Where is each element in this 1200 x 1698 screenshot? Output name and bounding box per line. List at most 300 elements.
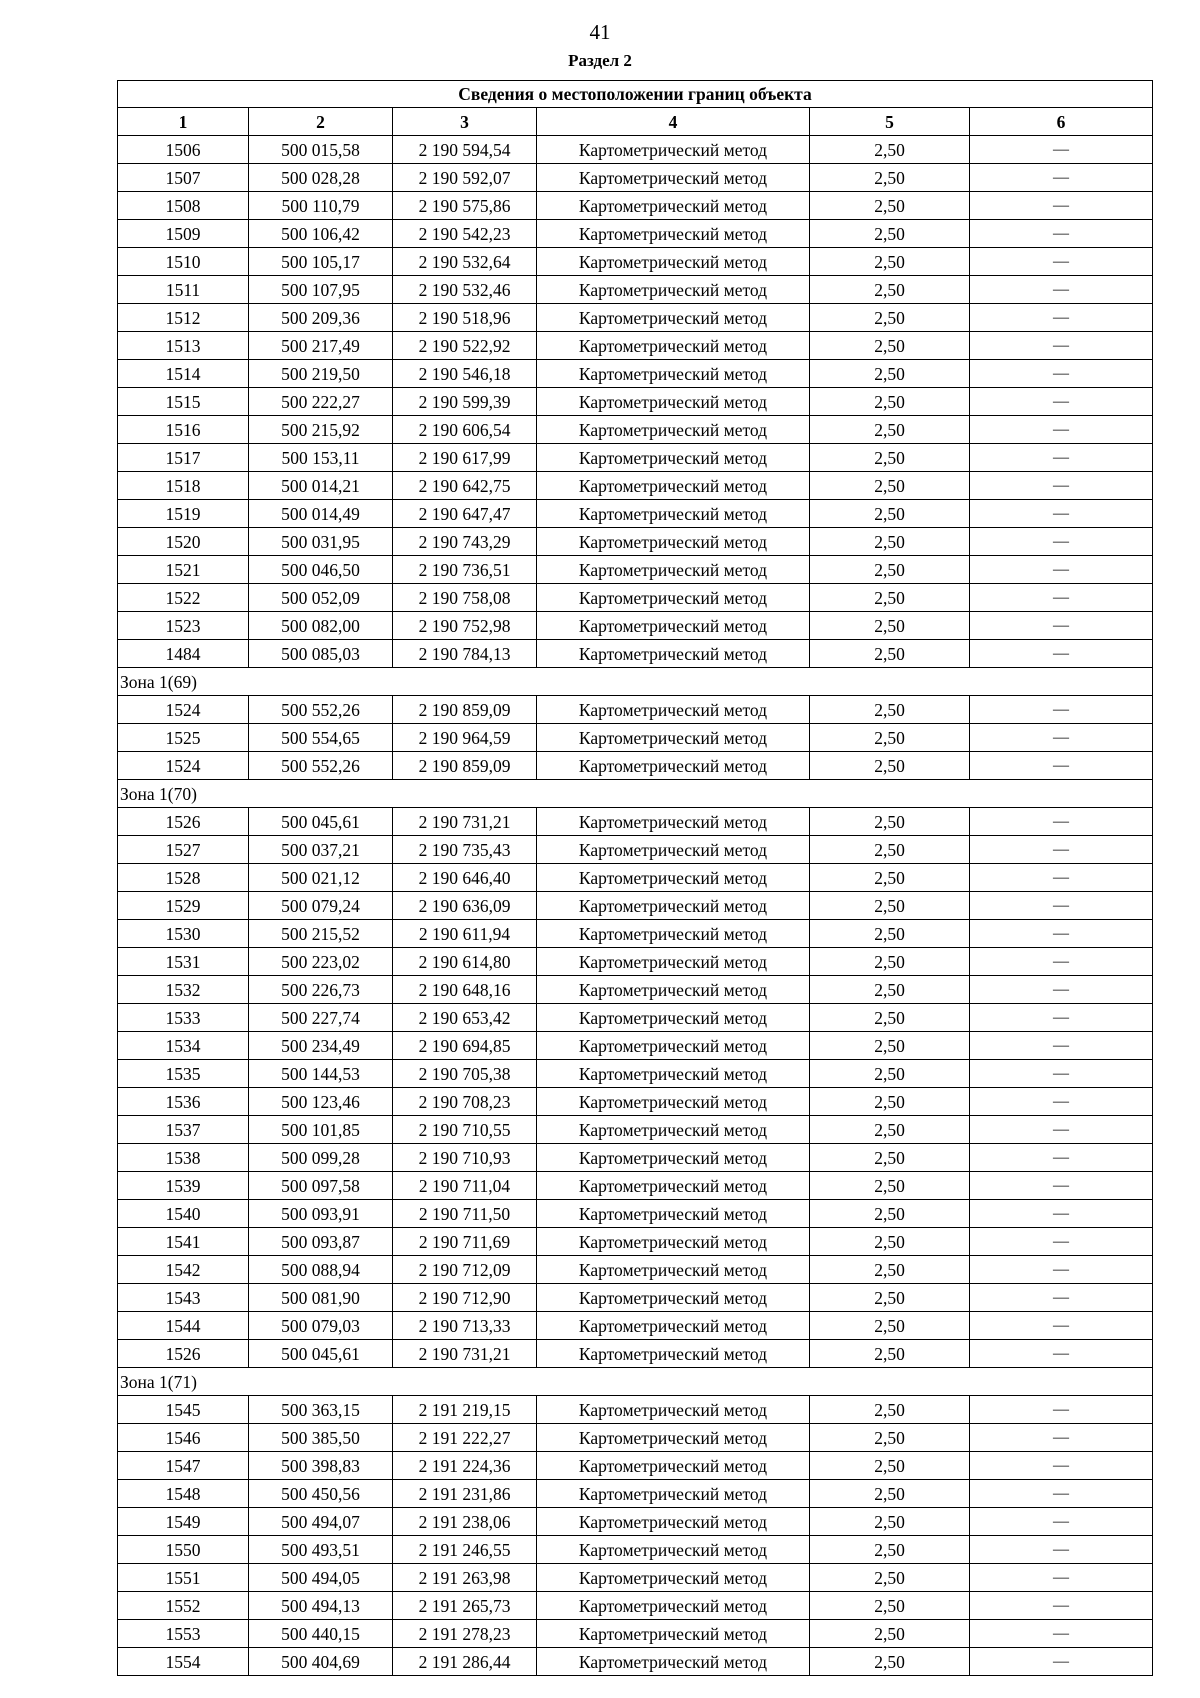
accuracy-cell: 2,50 xyxy=(810,1144,970,1172)
table-row xyxy=(118,1592,1153,1620)
table-row xyxy=(118,724,1153,752)
accuracy-cell: 2,50 xyxy=(810,1452,970,1480)
accuracy-cell: 2,50 xyxy=(810,1620,970,1648)
point-number-cell: 1541 xyxy=(118,1228,249,1256)
method-cell: Картометрический метод xyxy=(537,836,810,864)
method-cell: Картометрический метод xyxy=(537,1564,810,1592)
method-cell: Картометрический метод xyxy=(537,584,810,612)
table-row xyxy=(118,1004,1153,1032)
accuracy-cell: 2,50 xyxy=(810,360,970,388)
zone-header-row xyxy=(118,780,1153,808)
description-cell: — xyxy=(970,1200,1153,1228)
point-number-cell: 1540 xyxy=(118,1200,249,1228)
table-row xyxy=(118,1256,1153,1284)
table-row xyxy=(118,472,1153,500)
y-coordinate-cell: 2 190 614,80 xyxy=(393,948,537,976)
x-coordinate-cell: 500 123,46 xyxy=(249,1088,393,1116)
description-cell: — xyxy=(970,808,1153,836)
accuracy-cell: 2,50 xyxy=(810,1088,970,1116)
x-coordinate-cell: 500 404,69 xyxy=(249,1648,393,1676)
point-number-cell: 1552 xyxy=(118,1592,249,1620)
accuracy-cell: 2,50 xyxy=(810,976,970,1004)
description-cell: — xyxy=(970,1648,1153,1676)
x-coordinate-cell: 500 215,92 xyxy=(249,416,393,444)
table-row xyxy=(118,696,1153,724)
description-cell: — xyxy=(970,836,1153,864)
point-number-cell: 1519 xyxy=(118,500,249,528)
point-number-cell: 1554 xyxy=(118,1648,249,1676)
description-cell: — xyxy=(970,976,1153,1004)
point-number-cell: 1507 xyxy=(118,164,249,192)
description-cell: — xyxy=(970,556,1153,584)
accuracy-cell: 2,50 xyxy=(810,1228,970,1256)
accuracy-cell: 2,50 xyxy=(810,1536,970,1564)
description-cell: — xyxy=(970,1620,1153,1648)
table-row xyxy=(118,1564,1153,1592)
point-number-cell: 1524 xyxy=(118,696,249,724)
table-row xyxy=(118,640,1153,668)
accuracy-cell: 2,50 xyxy=(810,276,970,304)
point-number-cell: 1530 xyxy=(118,920,249,948)
description-cell: — xyxy=(970,1172,1153,1200)
x-coordinate-cell: 500 398,83 xyxy=(249,1452,393,1480)
x-coordinate-cell: 500 144,53 xyxy=(249,1060,393,1088)
column-number: 1 xyxy=(118,108,249,136)
accuracy-cell: 2,50 xyxy=(810,416,970,444)
point-number-cell: 1517 xyxy=(118,444,249,472)
point-number-cell: 1543 xyxy=(118,1284,249,1312)
accuracy-cell: 2,50 xyxy=(810,1648,970,1676)
y-coordinate-cell: 2 190 532,64 xyxy=(393,248,537,276)
table-row xyxy=(118,248,1153,276)
method-cell: Картометрический метод xyxy=(537,1480,810,1508)
table-row xyxy=(118,276,1153,304)
y-coordinate-cell: 2 190 710,93 xyxy=(393,1144,537,1172)
table-row xyxy=(118,1228,1153,1256)
y-coordinate-cell: 2 191 265,73 xyxy=(393,1592,537,1620)
point-number-cell: 1553 xyxy=(118,1620,249,1648)
method-cell: Картометрический метод xyxy=(537,976,810,1004)
column-number: 2 xyxy=(249,108,393,136)
table-row xyxy=(118,1060,1153,1088)
point-number-cell: 1532 xyxy=(118,976,249,1004)
table-row xyxy=(118,1620,1153,1648)
x-coordinate-cell: 500 093,87 xyxy=(249,1228,393,1256)
x-coordinate-cell: 500 045,61 xyxy=(249,1340,393,1368)
method-cell: Картометрический метод xyxy=(537,1200,810,1228)
description-cell: — xyxy=(970,1088,1153,1116)
method-cell: Картометрический метод xyxy=(537,360,810,388)
section-title: Раздел 2 xyxy=(568,51,632,70)
y-coordinate-cell: 2 190 646,40 xyxy=(393,864,537,892)
description-cell: — xyxy=(970,1144,1153,1172)
accuracy-cell: 2,50 xyxy=(810,1032,970,1060)
y-coordinate-cell: 2 190 648,16 xyxy=(393,976,537,1004)
method-cell: Картометрический метод xyxy=(537,1508,810,1536)
description-cell: — xyxy=(970,500,1153,528)
y-coordinate-cell: 2 190 731,21 xyxy=(393,1340,537,1368)
point-number-cell: 1529 xyxy=(118,892,249,920)
x-coordinate-cell: 500 037,21 xyxy=(249,836,393,864)
table-row xyxy=(118,1200,1153,1228)
accuracy-cell: 2,50 xyxy=(810,556,970,584)
description-cell: — xyxy=(970,612,1153,640)
y-coordinate-cell: 2 190 859,09 xyxy=(393,752,537,780)
point-number-cell: 1539 xyxy=(118,1172,249,1200)
table-row xyxy=(118,556,1153,584)
accuracy-cell: 2,50 xyxy=(810,1060,970,1088)
point-number-cell: 1512 xyxy=(118,304,249,332)
point-number-cell: 1536 xyxy=(118,1088,249,1116)
x-coordinate-cell: 500 552,26 xyxy=(249,696,393,724)
table-row xyxy=(118,416,1153,444)
point-number-cell: 1547 xyxy=(118,1452,249,1480)
accuracy-cell: 2,50 xyxy=(810,1312,970,1340)
point-number-cell: 1528 xyxy=(118,864,249,892)
description-cell: — xyxy=(970,416,1153,444)
y-coordinate-cell: 2 190 712,90 xyxy=(393,1284,537,1312)
y-coordinate-cell: 2 190 542,23 xyxy=(393,220,537,248)
point-number-cell: 1548 xyxy=(118,1480,249,1508)
x-coordinate-cell: 500 107,95 xyxy=(249,276,393,304)
description-cell: — xyxy=(970,696,1153,724)
y-coordinate-cell: 2 190 708,23 xyxy=(393,1088,537,1116)
y-coordinate-cell: 2 190 784,13 xyxy=(393,640,537,668)
accuracy-cell: 2,50 xyxy=(810,136,970,164)
method-cell: Картометрический метод xyxy=(537,1620,810,1648)
description-cell: — xyxy=(970,724,1153,752)
method-cell: Картометрический метод xyxy=(537,1172,810,1200)
table-row xyxy=(118,360,1153,388)
description-cell: — xyxy=(970,1284,1153,1312)
column-number-row xyxy=(118,108,1153,136)
method-cell: Картометрический метод xyxy=(537,696,810,724)
x-coordinate-cell: 500 223,02 xyxy=(249,948,393,976)
method-cell: Картометрический метод xyxy=(537,1228,810,1256)
point-number-cell: 1521 xyxy=(118,556,249,584)
description-cell: — xyxy=(970,1452,1153,1480)
point-number-cell: 1518 xyxy=(118,472,249,500)
x-coordinate-cell: 500 085,03 xyxy=(249,640,393,668)
accuracy-cell: 2,50 xyxy=(810,500,970,528)
point-number-cell: 1509 xyxy=(118,220,249,248)
table-row xyxy=(118,136,1153,164)
point-number-cell: 1545 xyxy=(118,1396,249,1424)
point-number-cell: 1506 xyxy=(118,136,249,164)
method-cell: Картометрический метод xyxy=(537,948,810,976)
method-cell: Картометрический метод xyxy=(537,1592,810,1620)
table-row xyxy=(118,976,1153,1004)
table-row xyxy=(118,892,1153,920)
accuracy-cell: 2,50 xyxy=(810,1396,970,1424)
x-coordinate-cell: 500 106,42 xyxy=(249,220,393,248)
table-row xyxy=(118,1340,1153,1368)
x-coordinate-cell: 500 081,90 xyxy=(249,1284,393,1312)
accuracy-cell: 2,50 xyxy=(810,1480,970,1508)
description-cell: — xyxy=(970,864,1153,892)
method-cell: Картометрический метод xyxy=(537,416,810,444)
method-cell: Картометрический метод xyxy=(537,528,810,556)
accuracy-cell: 2,50 xyxy=(810,1256,970,1284)
y-coordinate-cell: 2 190 731,21 xyxy=(393,808,537,836)
accuracy-cell: 2,50 xyxy=(810,696,970,724)
accuracy-cell: 2,50 xyxy=(810,220,970,248)
table-row xyxy=(118,1144,1153,1172)
y-coordinate-cell: 2 190 710,55 xyxy=(393,1116,537,1144)
point-number-cell: 1535 xyxy=(118,1060,249,1088)
description-cell: — xyxy=(970,1116,1153,1144)
x-coordinate-cell: 500 554,65 xyxy=(249,724,393,752)
y-coordinate-cell: 2 190 599,39 xyxy=(393,388,537,416)
point-number-cell: 1508 xyxy=(118,192,249,220)
x-coordinate-cell: 500 363,15 xyxy=(249,1396,393,1424)
point-number-cell: 1550 xyxy=(118,1536,249,1564)
x-coordinate-cell: 500 014,21 xyxy=(249,472,393,500)
column-number: 4 xyxy=(537,108,810,136)
method-cell: Картометрический метод xyxy=(537,864,810,892)
accuracy-cell: 2,50 xyxy=(810,388,970,416)
description-cell: — xyxy=(970,276,1153,304)
table-row xyxy=(118,1284,1153,1312)
point-number-cell: 1516 xyxy=(118,416,249,444)
y-coordinate-cell: 2 191 224,36 xyxy=(393,1452,537,1480)
x-coordinate-cell: 500 222,27 xyxy=(249,388,393,416)
description-cell: — xyxy=(970,304,1153,332)
y-coordinate-cell: 2 191 263,98 xyxy=(393,1564,537,1592)
accuracy-cell: 2,50 xyxy=(810,948,970,976)
accuracy-cell: 2,50 xyxy=(810,1424,970,1452)
y-coordinate-cell: 2 191 238,06 xyxy=(393,1508,537,1536)
point-number-cell: 1523 xyxy=(118,612,249,640)
zone-label: Зона 1(70) xyxy=(118,780,1153,808)
x-coordinate-cell: 500 101,85 xyxy=(249,1116,393,1144)
method-cell: Картометрический метод xyxy=(537,556,810,584)
x-coordinate-cell: 500 494,13 xyxy=(249,1592,393,1620)
y-coordinate-cell: 2 190 532,46 xyxy=(393,276,537,304)
point-number-cell: 1551 xyxy=(118,1564,249,1592)
table-row xyxy=(118,332,1153,360)
x-coordinate-cell: 500 385,50 xyxy=(249,1424,393,1452)
y-coordinate-cell: 2 190 711,04 xyxy=(393,1172,537,1200)
table-row xyxy=(118,1312,1153,1340)
method-cell: Картометрический метод xyxy=(537,1088,810,1116)
description-cell: — xyxy=(970,192,1153,220)
y-coordinate-cell: 2 190 611,94 xyxy=(393,920,537,948)
table-row xyxy=(118,836,1153,864)
y-coordinate-cell: 2 190 642,75 xyxy=(393,472,537,500)
accuracy-cell: 2,50 xyxy=(810,724,970,752)
method-cell: Картометрический метод xyxy=(537,332,810,360)
table-row xyxy=(118,528,1153,556)
method-cell: Картометрический метод xyxy=(537,920,810,948)
description-cell: — xyxy=(970,164,1153,192)
method-cell: Картометрический метод xyxy=(537,136,810,164)
method-cell: Картометрический метод xyxy=(537,892,810,920)
accuracy-cell: 2,50 xyxy=(810,1284,970,1312)
method-cell: Картометрический метод xyxy=(537,1060,810,1088)
description-cell: — xyxy=(970,472,1153,500)
description-cell: — xyxy=(970,444,1153,472)
table-row xyxy=(118,192,1153,220)
y-coordinate-cell: 2 190 711,50 xyxy=(393,1200,537,1228)
method-cell: Картометрический метод xyxy=(537,1452,810,1480)
zone-label: Зона 1(69) xyxy=(118,668,1153,696)
x-coordinate-cell: 500 209,36 xyxy=(249,304,393,332)
method-cell: Картометрический метод xyxy=(537,220,810,248)
method-cell: Картометрический метод xyxy=(537,164,810,192)
accuracy-cell: 2,50 xyxy=(810,892,970,920)
method-cell: Картометрический метод xyxy=(537,1144,810,1172)
x-coordinate-cell: 500 079,03 xyxy=(249,1312,393,1340)
point-number-cell: 1520 xyxy=(118,528,249,556)
x-coordinate-cell: 500 226,73 xyxy=(249,976,393,1004)
y-coordinate-cell: 2 190 606,54 xyxy=(393,416,537,444)
method-cell: Картометрический метод xyxy=(537,388,810,416)
x-coordinate-cell: 500 153,11 xyxy=(249,444,393,472)
accuracy-cell: 2,50 xyxy=(810,752,970,780)
accuracy-cell: 2,50 xyxy=(810,164,970,192)
y-coordinate-cell: 2 190 694,85 xyxy=(393,1032,537,1060)
x-coordinate-cell: 500 450,56 xyxy=(249,1480,393,1508)
boundary-coordinates-table xyxy=(117,80,1153,1676)
table-row xyxy=(118,1480,1153,1508)
method-cell: Картометрический метод xyxy=(537,640,810,668)
table-row xyxy=(118,584,1153,612)
column-number: 5 xyxy=(810,108,970,136)
table-row xyxy=(118,304,1153,332)
description-cell: — xyxy=(970,220,1153,248)
y-coordinate-cell: 2 191 222,27 xyxy=(393,1424,537,1452)
point-number-cell: 1549 xyxy=(118,1508,249,1536)
x-coordinate-cell: 500 105,17 xyxy=(249,248,393,276)
point-number-cell: 1531 xyxy=(118,948,249,976)
table-row xyxy=(118,1508,1153,1536)
y-coordinate-cell: 2 190 617,99 xyxy=(393,444,537,472)
y-coordinate-cell: 2 191 219,15 xyxy=(393,1396,537,1424)
point-number-cell: 1484 xyxy=(118,640,249,668)
description-cell: — xyxy=(970,1536,1153,1564)
table-row xyxy=(118,1032,1153,1060)
method-cell: Картометрический метод xyxy=(537,304,810,332)
description-cell: — xyxy=(970,136,1153,164)
x-coordinate-cell: 500 021,12 xyxy=(249,864,393,892)
method-cell: Картометрический метод xyxy=(537,1004,810,1032)
x-coordinate-cell: 500 079,24 xyxy=(249,892,393,920)
description-cell: — xyxy=(970,1480,1153,1508)
method-cell: Картометрический метод xyxy=(537,1116,810,1144)
accuracy-cell: 2,50 xyxy=(810,192,970,220)
table-row xyxy=(118,500,1153,528)
x-coordinate-cell: 500 494,05 xyxy=(249,1564,393,1592)
y-coordinate-cell: 2 190 859,09 xyxy=(393,696,537,724)
description-cell: — xyxy=(970,892,1153,920)
method-cell: Картометрический метод xyxy=(537,1340,810,1368)
x-coordinate-cell: 500 234,49 xyxy=(249,1032,393,1060)
accuracy-cell: 2,50 xyxy=(810,1116,970,1144)
accuracy-cell: 2,50 xyxy=(810,1340,970,1368)
method-cell: Картометрический метод xyxy=(537,1536,810,1564)
y-coordinate-cell: 2 190 546,18 xyxy=(393,360,537,388)
point-number-cell: 1525 xyxy=(118,724,249,752)
table-row xyxy=(118,1648,1153,1676)
method-cell: Картометрический метод xyxy=(537,1648,810,1676)
point-number-cell: 1526 xyxy=(118,808,249,836)
accuracy-cell: 2,50 xyxy=(810,612,970,640)
description-cell: — xyxy=(970,1508,1153,1536)
description-cell: — xyxy=(970,1060,1153,1088)
table-row xyxy=(118,1116,1153,1144)
x-coordinate-cell: 500 052,09 xyxy=(249,584,393,612)
accuracy-cell: 2,50 xyxy=(810,528,970,556)
point-number-cell: 1537 xyxy=(118,1116,249,1144)
accuracy-cell: 2,50 xyxy=(810,836,970,864)
description-cell: — xyxy=(970,584,1153,612)
column-number: 3 xyxy=(393,108,537,136)
table-row xyxy=(118,220,1153,248)
point-number-cell: 1524 xyxy=(118,752,249,780)
accuracy-cell: 2,50 xyxy=(810,584,970,612)
description-cell: — xyxy=(970,1228,1153,1256)
zone-header-row xyxy=(118,1368,1153,1396)
description-cell: — xyxy=(970,920,1153,948)
y-coordinate-cell: 2 190 743,29 xyxy=(393,528,537,556)
table-caption: Сведения о местоположении границ объекта xyxy=(118,81,1153,108)
accuracy-cell: 2,50 xyxy=(810,444,970,472)
y-coordinate-cell: 2 190 758,08 xyxy=(393,584,537,612)
method-cell: Картометрический метод xyxy=(537,1032,810,1060)
description-cell: — xyxy=(970,1004,1153,1032)
point-number-cell: 1546 xyxy=(118,1424,249,1452)
method-cell: Картометрический метод xyxy=(537,192,810,220)
y-coordinate-cell: 2 190 735,43 xyxy=(393,836,537,864)
x-coordinate-cell: 500 082,00 xyxy=(249,612,393,640)
table-row xyxy=(118,1396,1153,1424)
method-cell: Картометрический метод xyxy=(537,1256,810,1284)
table-row xyxy=(118,612,1153,640)
method-cell: Картометрический метод xyxy=(537,1424,810,1452)
x-coordinate-cell: 500 215,52 xyxy=(249,920,393,948)
x-coordinate-cell: 500 028,28 xyxy=(249,164,393,192)
point-number-cell: 1533 xyxy=(118,1004,249,1032)
description-cell: — xyxy=(970,1424,1153,1452)
zone-header-row xyxy=(118,668,1153,696)
accuracy-cell: 2,50 xyxy=(810,472,970,500)
accuracy-cell: 2,50 xyxy=(810,1508,970,1536)
y-coordinate-cell: 2 190 594,54 xyxy=(393,136,537,164)
method-cell: Картометрический метод xyxy=(537,1396,810,1424)
description-cell: — xyxy=(970,752,1153,780)
method-cell: Картометрический метод xyxy=(537,500,810,528)
description-cell: — xyxy=(970,948,1153,976)
point-number-cell: 1526 xyxy=(118,1340,249,1368)
y-coordinate-cell: 2 190 647,47 xyxy=(393,500,537,528)
y-coordinate-cell: 2 191 246,55 xyxy=(393,1536,537,1564)
accuracy-cell: 2,50 xyxy=(810,864,970,892)
accuracy-cell: 2,50 xyxy=(810,808,970,836)
table-row xyxy=(118,948,1153,976)
x-coordinate-cell: 500 494,07 xyxy=(249,1508,393,1536)
x-coordinate-cell: 500 097,58 xyxy=(249,1172,393,1200)
y-coordinate-cell: 2 190 705,38 xyxy=(393,1060,537,1088)
accuracy-cell: 2,50 xyxy=(810,1004,970,1032)
point-number-cell: 1513 xyxy=(118,332,249,360)
accuracy-cell: 2,50 xyxy=(810,1200,970,1228)
y-coordinate-cell: 2 190 636,09 xyxy=(393,892,537,920)
x-coordinate-cell: 500 440,15 xyxy=(249,1620,393,1648)
table-row xyxy=(118,1172,1153,1200)
table-row xyxy=(118,164,1153,192)
description-cell: — xyxy=(970,248,1153,276)
